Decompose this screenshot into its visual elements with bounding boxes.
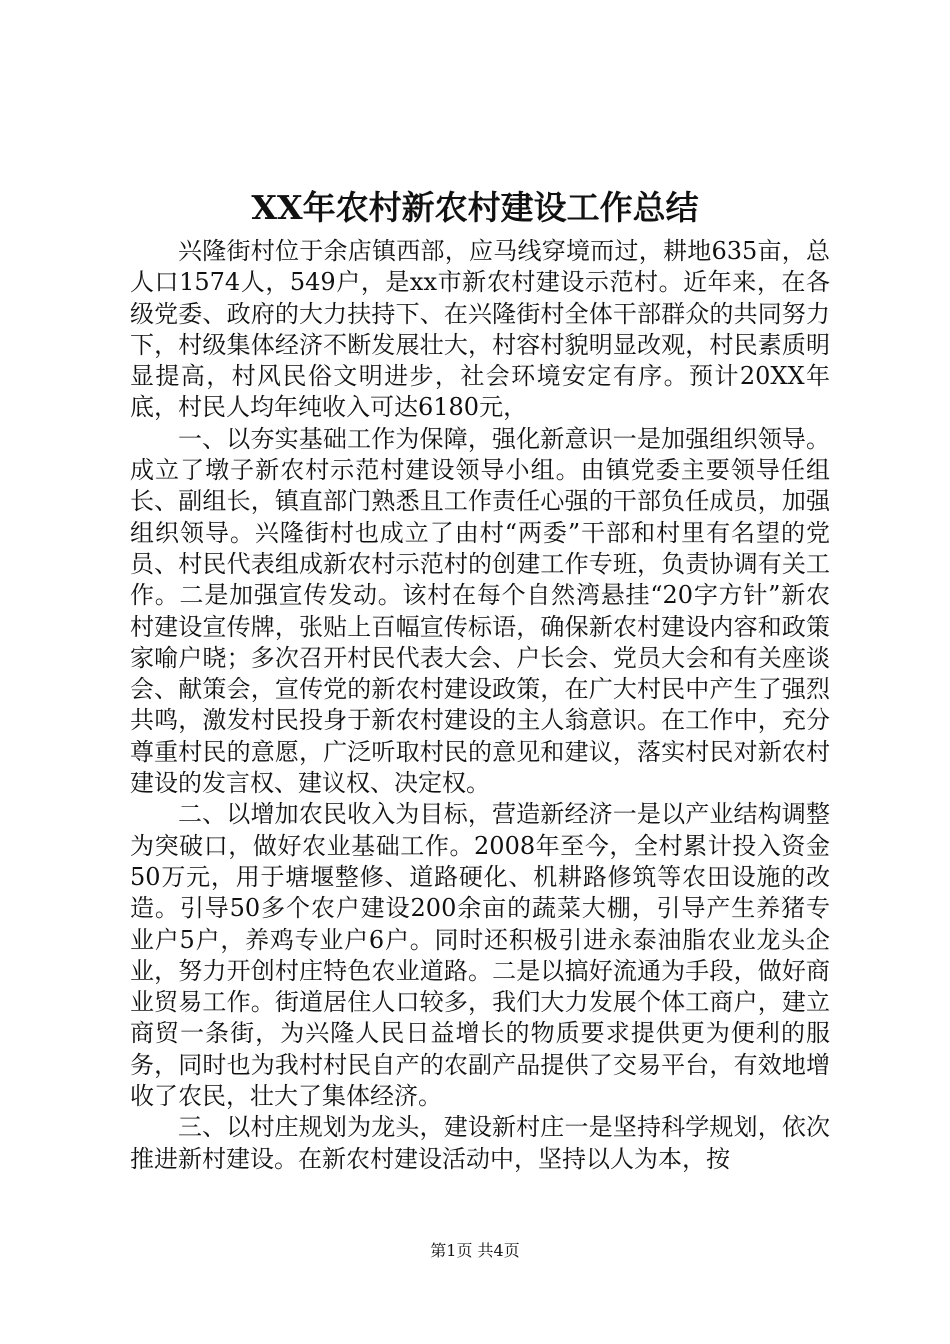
document-body — [130, 236, 830, 1175]
paragraph-section-3: 三、以村庄规划为龙头，建设新村庄一是坚持科学规划，依次推进新村建设。在新农村建设活动中，坚持以人为本，按 — [130, 1113, 830, 1173]
paragraph-section-2: 二、以增加农民收入为目标，营造新经济一是以产业结构调整为突破口，做好农业基础工作。2008年至今，全村累计投入资金50万元，用于塘堰整修、道路硬化、机耕路修筑等农田设施的改造。引导50多个农户建设200余亩的蔬菜大棚，引导产生养猪专业户5户，养鸡专业户6户。同时还积极引进永泰油脂农业龙头企业，努力开创村庄特色农业道路。二是以搞好流通为手段，做好商业贸易工作。街道居住人口较多，我们大力发展个体工商户，建立商贸一条街，为兴隆人民日益增长的物质要求提供更为便利的服务，同时也为我村村民自产的农副产品提供了交易平台，有效地增收了农民，壮大了集体经济。 — [130, 800, 830, 1111]
page-number-footer: 第1页 共4页 — [430, 1241, 520, 1260]
paragraph-section-1: 一、以夯实基础工作为保障，强化新意识一是加强组织领导。成立了墩子新农村示范村建设领导小组。由镇党委主要领导任组长、副组长，镇直部门熟悉且工作责任心强的干部负任成员，加强组织领导。兴隆街村也成立了由村“两委”干部和村里有名望的党员、村民代表组成新农村示范村的创建工作专班，负责协调有关工作。二是加强宣传发动。该村在每个自然湾悬挂“20字方针”新农村建设宣传牌，张贴上百幅宣传标语，确保新农村建设内容和政策家喻户晓；多次召开村民代表大会、户长会、党员大会和有关座谈会、献策会，宣传党的新农村建设政策，在广大村民中产生了强烈共鸣，激发村民投身于新农村建设的主人翁意识。在工作中，充分尊重村民的意愿，广泛听取村民的意见和建议，落实村民对新农村建设的发言权、建议权、决定权。 — [130, 424, 830, 798]
paragraph-intro: 兴隆街村位于余店镇西部，应马线穿境而过，耕地635亩，总人口1574人，549户，是xx市新农村建设示范村。近年来，在各级党委、政府的大力扶持下、在兴隆街村全体干部群众的共同努力下，村级集体经济不断发展壮大，村容村貌明显改观，村民素质明显提高，村风民俗文明进步，社会环境安定有序。预计20XX年底，村民人均年纯收入可达6180元， — [130, 237, 830, 422]
document-title: XX年农村新农村建设工作总结 — [251, 188, 699, 227]
